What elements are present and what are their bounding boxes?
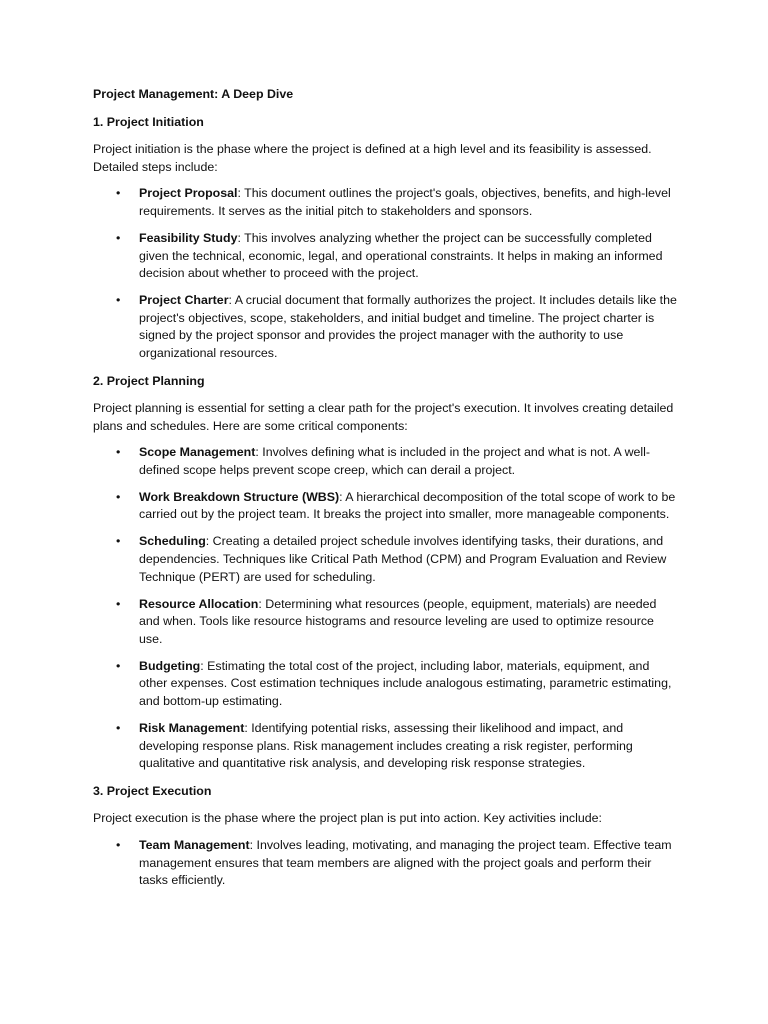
item-term: Risk Management [139, 720, 245, 735]
bullet-icon: • [116, 837, 121, 852]
list-item [93, 185, 678, 220]
item-text: : Estimating the total cost of the project, including labor, materials, equipment, and other expenses. Cost estimation techniques include analogous estimating, parametric estimating, and bottom-up estimating. [139, 658, 672, 708]
bullet-icon: • [116, 186, 121, 201]
list-item [93, 533, 678, 586]
bullet-list [93, 185, 678, 362]
section-intro: Project planning is essential for setting a clear path for the project's execution. It involves creating detailed plans and schedules. Here are some critical components: [93, 401, 674, 433]
list-item [93, 720, 678, 773]
item-term: Resource Allocation [139, 596, 259, 611]
bullet-icon: • [116, 658, 121, 673]
document-page [93, 86, 678, 900]
section-heading: 1. Project Initiation [93, 114, 204, 129]
bullet-list [93, 837, 678, 890]
item-term: Feasibility Study [139, 230, 238, 245]
item-text: : A crucial document that formally authorizes the project. It includes details like the project's objectives, scope, stakeholders, and initial budget and timeline. The project charter is signed by the project sponsor and provides the project manager with the authority to use organizational resources. [139, 293, 677, 360]
document-title: Project Management: A Deep Dive [93, 87, 294, 101]
section-project-execution [93, 783, 678, 890]
item-text: : Identifying potential risks, assessing their likelihood and impact, and developing response plans. Risk management includes creating a risk register, performing qualitative and quantitative risk analysis, and developing risk response strategies. [139, 720, 633, 771]
section-heading: 3. Project Execution [93, 783, 212, 798]
item-text: : This document outlines the project's goals, objectives, benefits, and high-level requirements. It serves as the initial pitch to stakeholders and sponsors. [139, 186, 671, 218]
section-heading: 2. Project Planning [93, 373, 205, 388]
item-term: Scheduling [139, 534, 206, 549]
bullet-icon: • [116, 720, 121, 735]
item-text: : A hierarchical decomposition of the total scope of work to be carried out by the project team. It breaks the project into smaller, more manageable components. [139, 489, 676, 522]
item-term: Project Charter [139, 293, 229, 308]
bullet-icon: • [116, 293, 121, 308]
item-term: Team Management [139, 837, 250, 852]
section-project-planning [93, 373, 678, 773]
item-term: Budgeting [139, 658, 201, 673]
list-item [93, 596, 678, 649]
item-text: : Determining what resources (people, equipment, materials) are needed and when. Tools like resource histograms and resource leveling are used to optimize resource use. [139, 596, 657, 646]
list-item [93, 489, 678, 524]
section-intro: Project execution is the phase where the project plan is put into action. Key activities include: [93, 811, 602, 826]
list-item [93, 658, 678, 711]
item-text: : Creating a detailed project schedule involves identifying tasks, their durations, and dependencies. Techniques like Critical Path Method (CPM) and Program Evaluation and Review Technique (PERT) are used for scheduling. [139, 534, 667, 584]
list-item [93, 230, 678, 283]
list-item [93, 292, 678, 362]
item-term: Project Proposal [139, 186, 238, 201]
bullet-list [93, 444, 678, 772]
item-term: Scope Management [139, 445, 256, 460]
bullet-icon: • [116, 489, 121, 504]
bullet-icon: • [116, 534, 121, 549]
item-text: : Involves leading, motivating, and managing the project team. Effective team management ensures that team members are aligned with the project goals and perform their tasks efficiently. [139, 837, 672, 888]
section-intro: Project initiation is the phase where the project is defined at a high level and its feasibility is assessed. Detailed steps include: [93, 142, 652, 174]
list-item [93, 837, 678, 890]
section-project-initiation [93, 114, 678, 363]
item-term: Work Breakdown Structure (WBS) [139, 489, 340, 504]
bullet-icon: • [116, 230, 121, 245]
item-text: : This involves analyzing whether the project can be successfully completed given the technical, economic, legal, and operational constraints. It helps in making an informed decision about whether to proceed with the project. [139, 230, 663, 281]
bullet-icon: • [116, 596, 121, 611]
bullet-icon: • [116, 445, 121, 460]
item-text: : Involves defining what is included in the project and what is not. A well-defined scope helps prevent scope creep, which can derail a project. [139, 445, 651, 477]
list-item [93, 444, 678, 479]
